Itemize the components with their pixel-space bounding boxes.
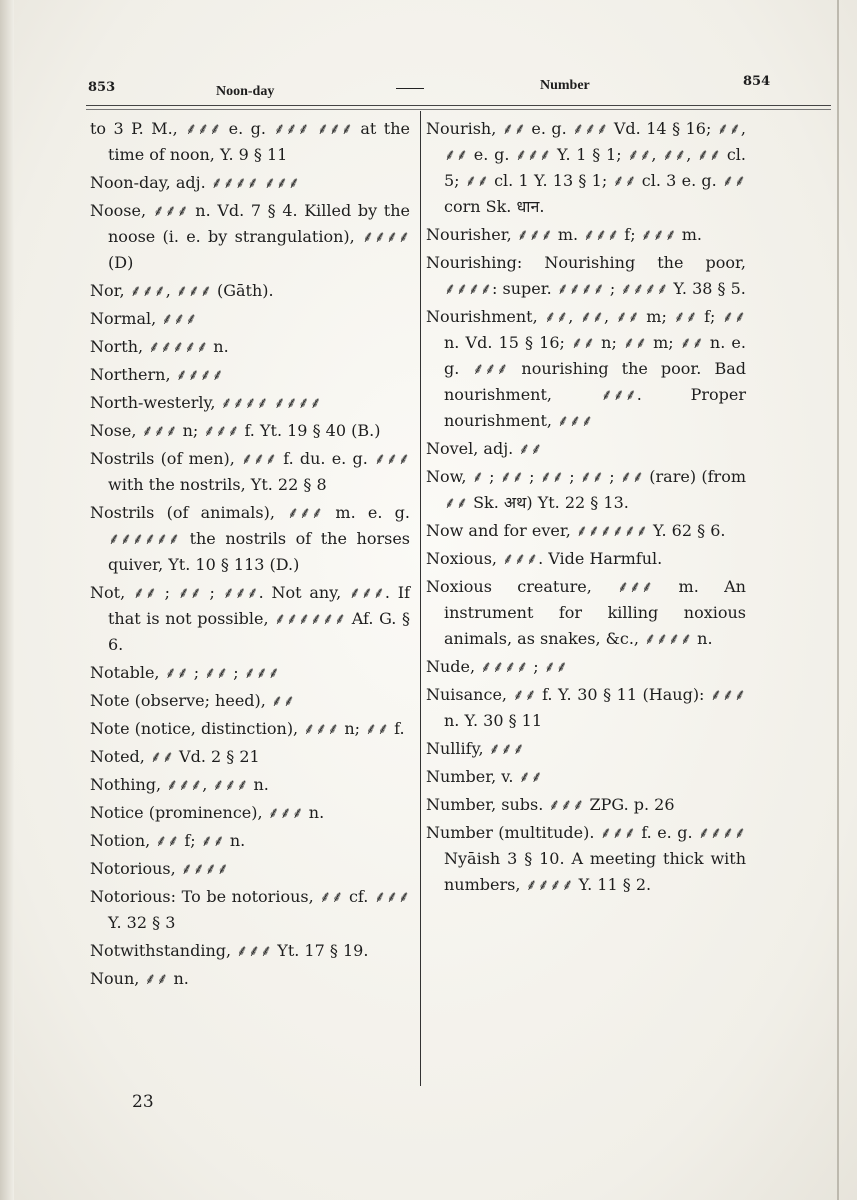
entry-now: Now, ⸙ ; ⸙⸙ ; ⸙⸙ ; ⸙⸙ ; ⸙⸙ (rare) (from ⸙⸙ Sk. अथ) Yt. 22 § 13. xyxy=(426,467,746,512)
left-heading: Noon-day xyxy=(216,84,275,99)
entry-north: North, ⸙⸙⸙⸙⸙ n. xyxy=(90,337,229,356)
entry-number-noun: Number, subs. ⸙⸙⸙ ZPG. p. 26 xyxy=(426,795,675,814)
entry-notorious: Notorious, ⸙⸙⸙⸙ xyxy=(90,859,229,878)
entry-nostrils-men: Nostrils (of men), ⸙⸙⸙ f. du. e. g. ⸙⸙⸙ with the nostrils, Yt. 22 § 8 xyxy=(90,449,410,494)
entry-notion: Notion, ⸙⸙ f; ⸙⸙ n. xyxy=(90,831,246,850)
right-heading: Number xyxy=(540,78,590,93)
entry-nullify: Nullify, ⸙⸙⸙ xyxy=(426,739,525,758)
entry-nourish: Nourish, ⸙⸙ e. g. ⸙⸙⸙ Vd. 14 § 16; ⸙⸙, ⸙⸙ e. g. ⸙⸙⸙ Y. 1 § 1; ⸙⸙, ⸙⸙, ⸙⸙ cl. 5; ⸙⸙ cl. 1 Y. 13 § 1; ⸙⸙ cl. 3 e. g. ⸙⸙ corn Sk. धान. xyxy=(426,119,746,216)
entry-nose: Nose, ⸙⸙⸙ n; ⸙⸙⸙ f. Yt. 19 § 40 (B.) xyxy=(90,421,381,440)
column-divider xyxy=(420,111,421,1086)
entry-not: Not, ⸙⸙ ; ⸙⸙ ; ⸙⸙⸙. Not any, ⸙⸙⸙. If that is not possible, ⸙⸙⸙⸙⸙⸙ Af. G. § 6. xyxy=(90,583,410,654)
entry-number-verb: Number, v. ⸙⸙ xyxy=(426,767,543,786)
entry-north-westerly: North-westerly, ⸙⸙⸙⸙ ⸙⸙⸙⸙ xyxy=(90,393,322,412)
entry-noon-day: Noon-day, adj. ⸙⸙⸙⸙ ⸙⸙⸙ xyxy=(90,173,300,192)
binding-shadow xyxy=(0,0,14,1200)
entry-notable: Notable, ⸙⸙ ; ⸙⸙ ; ⸙⸙⸙ xyxy=(90,663,280,682)
entry-notice: Notice (prominence), ⸙⸙⸙ n. xyxy=(90,803,325,822)
entry-noxious: Noxious, ⸙⸙⸙. Vide Harmful. xyxy=(426,549,663,568)
entry-noxious-creature: Noxious creature, ⸙⸙⸙ m. An instrument for killing noxious animals, as snakes, &c., ⸙⸙⸙⸙ n. xyxy=(426,577,746,648)
entry-northern: Northern, ⸙⸙⸙⸙ xyxy=(90,365,224,384)
left-column xyxy=(90,116,410,994)
header-rule-thin xyxy=(86,109,831,110)
entry-nothing: Nothing, ⸙⸙⸙, ⸙⸙⸙ n. xyxy=(90,775,269,794)
right-column xyxy=(426,116,746,900)
header-dash xyxy=(396,88,424,89)
entry-note-observe: Note (observe; heed), ⸙⸙ xyxy=(90,691,295,710)
signature-mark: 23 xyxy=(132,1092,154,1112)
page-edge xyxy=(837,0,839,1200)
entry-noun: Noun, ⸙⸙ n. xyxy=(90,969,189,988)
entry-now-and-for-ever: Now and for ever, ⸙⸙⸙⸙⸙⸙ Y. 62 § 6. xyxy=(426,521,726,540)
entry-nor: Nor, ⸙⸙⸙, ⸙⸙⸙ (Gāth). xyxy=(90,281,274,300)
entry-nourishing: Nourishing: Nourishing the poor, ⸙⸙⸙⸙: super. ⸙⸙⸙⸙ ; ⸙⸙⸙⸙ Y. 38 § 5. xyxy=(426,253,746,298)
entry-note-notice: Note (notice, distinction), ⸙⸙⸙ n; ⸙⸙ f. xyxy=(90,719,405,738)
left-page-number: 853 xyxy=(88,80,116,95)
entry-nude: Nude, ⸙⸙⸙⸙ ; ⸙⸙ xyxy=(426,657,568,676)
entry-to-be-notorious: Notorious: To be notorious, ⸙⸙ cf. ⸙⸙⸙ Y. 32 § 3 xyxy=(90,887,410,932)
entry-nourishment: Nourishment, ⸙⸙, ⸙⸙, ⸙⸙ m; ⸙⸙ f; ⸙⸙ n. Vd. 15 § 16; ⸙⸙ n; ⸙⸙ m; ⸙⸙ n. e. g. ⸙⸙⸙ nourishing the poor. Bad nourishment, ⸙⸙⸙. Proper nourishment, ⸙⸙⸙ xyxy=(426,307,746,430)
entry-normal: Normal, ⸙⸙⸙ xyxy=(90,309,198,328)
entry-notwithstanding: Notwithstanding, ⸙⸙⸙ Yt. 17 § 19. xyxy=(90,941,369,960)
right-page-number: 854 xyxy=(743,74,771,89)
entry-nostrils-animals: Nostrils (of animals), ⸙⸙⸙ m. e. g. ⸙⸙⸙⸙⸙⸙ the nostrils of the horses quiver, Yt. 10 § 113 (D.) xyxy=(90,503,410,574)
entry-nuisance: Nuisance, ⸙⸙ f. Y. 30 § 11 (Haug): ⸙⸙⸙ n. Y. 30 § 11 xyxy=(426,685,746,730)
entry-nourisher: Nourisher, ⸙⸙⸙ m. ⸙⸙⸙ f; ⸙⸙⸙ m. xyxy=(426,225,703,244)
header-rule xyxy=(86,105,831,106)
entry-number-multitude: Number (multitude). ⸙⸙⸙ f. e. g. ⸙⸙⸙⸙ Nyāish 3 § 10. A meeting thick with numbers, ⸙⸙⸙⸙ Y. 11 § 2. xyxy=(426,823,746,894)
entry-noted: Noted, ⸙⸙ Vd. 2 § 21 xyxy=(90,747,260,766)
running-header xyxy=(88,74,828,102)
entry-novel: Novel, adj. ⸙⸙ xyxy=(426,439,543,458)
entry-noon-continued: to 3 P. M., ⸙⸙⸙ e. g. ⸙⸙⸙ ⸙⸙⸙ at the time of noon, Y. 9 § 11 xyxy=(90,119,410,164)
entry-noose: Noose, ⸙⸙⸙ n. Vd. 7 § 4. Killed by the noose (i. e. by strangulation), ⸙⸙⸙⸙ (D) xyxy=(90,201,410,272)
